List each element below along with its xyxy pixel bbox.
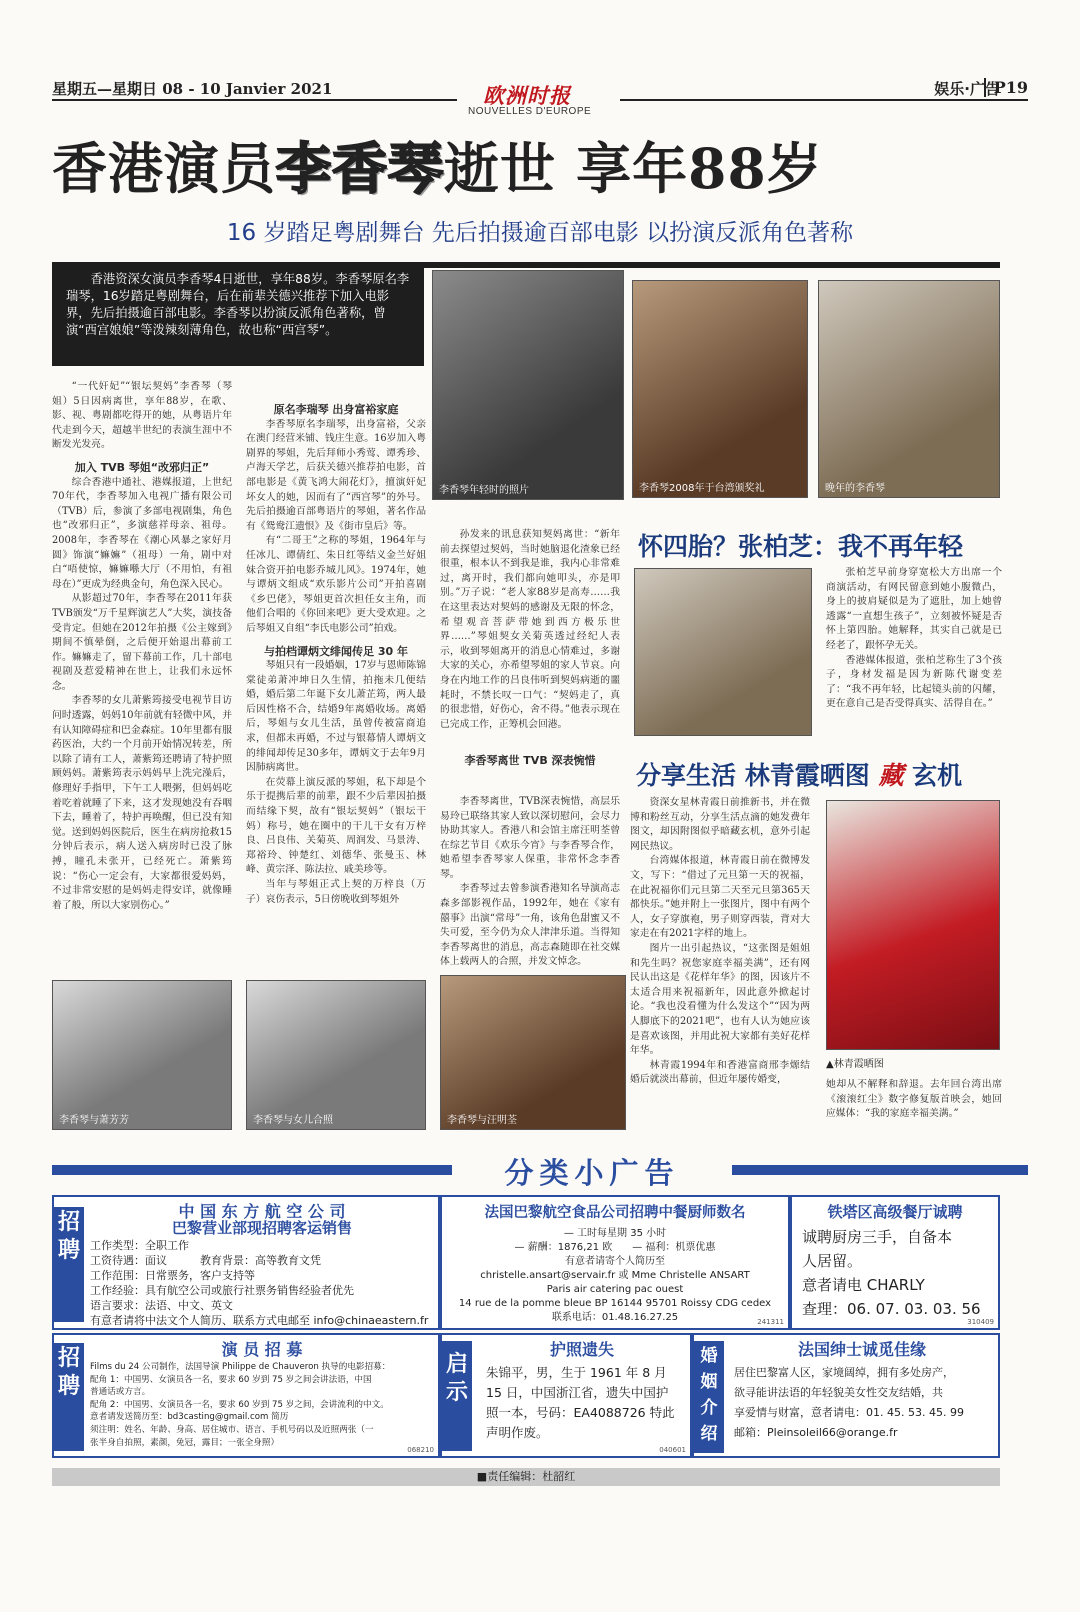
article-column-3 (440, 528, 620, 968)
paragraph: 李香琴过去曾参演香港知名导演高志森多部影视作品，1992年，她在《家有囍事》出演“常母”一角，该角色甜蜜又不失可爱，至今仍为众人津津乐道。当得知李香琴离世的消息，高志森随即在社交媒体上载两人的合照，并发文悼念。 (440, 883, 620, 968)
photo-lin-2021 (826, 800, 1000, 1050)
headline-lin-a: 分享生活 林青霞晒图 (636, 761, 870, 790)
photo-elderly-actress (818, 280, 1000, 498)
ad-code: 068210 (407, 1446, 434, 1454)
title-bar-right (732, 1165, 1028, 1175)
photo-caption: 李香琴2008年于台湾颁奖礼 (639, 483, 765, 494)
paragraph: 琴姐只有一段婚姻，17岁与恩师陈锦棠徒弟萧冲坤日久生情，拍拖未几便结婚，婚后第二年诞下女儿萧芷筠，两人最后因性格不合，结婚9年离婚收场。离婚后，琴姐与女儿生活，虽曾传被富商追求，但都未再婚，不过与银幕情人谭炳文的绯闻却传足30多年，谭炳文于去年9月因肺病离世。 (246, 660, 426, 774)
ad-title: 铁塔区高级餐厅诚聘 (827, 1203, 963, 1221)
ad-code: 241311 (757, 1318, 784, 1326)
photo-award-ceremony (632, 280, 808, 498)
ad-code: 040601 (659, 1446, 686, 1454)
ad-body: 诚聘厨房三手，自备本 人居留。 意者请电 CHARLY 查理：06. 07. 03. 03. 56 (802, 1228, 981, 1318)
ad-servair (440, 1195, 790, 1330)
photo-caption: 李香琴年轻时的照片 (439, 485, 529, 496)
title-bar-left (52, 1165, 452, 1175)
ad-title: 演 员 招 募 (221, 1340, 303, 1359)
ad-title: 法国绅士诚觅佳缘 (797, 1340, 926, 1359)
ad-tag: 启示 (442, 1341, 472, 1451)
article-column-1 (52, 380, 232, 972)
paragraph: 综合香港中通社、港媒报道，上世纪70年代，李香琴加入电视广播有限公司（TVB）后，参演了多部电视剧集，角色也“改邪归正”，多演慈祥母亲、祖母。2008年，李香琴在《潮心风暴之家好月圆》饰演“嫲嫲”（祖母）一角，剧中对白“唔使惊，嫲嫲喺大厅（不用怕，有祖母在）”更成为经典金句，角色深入民心。 (52, 476, 232, 590)
newspaper-logo: 欧洲时报 (483, 83, 571, 108)
headline-name: 李香琴 (276, 136, 445, 201)
paragraph: 孙发来的讯息获知契妈离世：“新年前去探望过契妈，当时她脑退化渣象已经很重，根本认不到我是谁，我内心非常难过，离开时，我们都向她叩头，亦是叩别。”万子说：“老人家88岁是高寿……我在这里表达对契妈的感谢及无限的怀念，希望观音菩萨带她到西方极乐世界……”琴姐契女关菊英透过经纪人表示，收到琴姐离开的消息心情难过，多谢大家的关心，亦希望琴姐的家人节哀。向身在内地工作的吕良伟听到契妈病逝的噩耗时，不禁长叹一口气：“契妈走了，真的很悲惜，好伤心，舍不得。”他表示现在已完成工作，正筹机会回港。 (440, 529, 620, 730)
article-column-2 (246, 395, 426, 973)
paragraph: 李香琴离世，TVB深表惋惜，高层乐易玲已联络其家人致以深切慰问，会尽力协助其家人。香港八和会馆主席汪明荃曾在综艺节目《欢乐今宵》与李香琴合作，她希望李香琴家人保重，非常怀念李香琴。 (440, 795, 620, 880)
subheadline: 16 岁踏足粤剧舞台 先后拍摄逾百部电影 以扮演反派角色著称 (226, 220, 854, 246)
photo-caption: 李香琴与萧芳芳 (59, 1115, 129, 1126)
ad-subtitle: 巴黎营业部现招聘客运销售 (171, 1219, 352, 1237)
paragraph: 李香琴的女儿萧紫筠接受电视节目访问时透露，妈妈10年前就有轻微中风，并有认知障碍症和巴金森症。10年里都有服药医治，大约一个月前开始情况转差，所以除了请有工人，萧紫筠还聘请了特护照顾妈妈。萧紫筠表示妈妈早上洗完澡后，修理好手指甲，下午工人喂粥，但妈妈吃着吃着就睡了下来，这才发现她没有吞咽下去，睡着了，特护再唤醒，但已没有知觉。送到妈妈医院后，医生在病房抢救15分钟后表示，病人送入病房时已没了脉搏，瞳孔未张开，已经死亡。萧紫筠说：“伤心一定会有，大家都很爱妈妈，不过非常安慰的是妈妈走得安详，就像睡着了般，所以大家别伤心。” (52, 695, 232, 911)
photo-caption: 晚年的李香琴 (825, 483, 885, 494)
paragraph: 张柏芝早前身穿宽松大方出席一个商演活动，有网民留意到她小腹微凸，身上的披肩疑似是为了遮肚，加上她曾透露“一直想生孩子”，立刻被怀疑是否怀上第四胎。她解释，其实自己就是已经老了，跟怀孕无关。 (826, 567, 1002, 651)
ad-body: 居住巴黎富人区，家境阔绰，拥有多处房产， 欲寻能讲法语的年轻貌美女性交友结婚，共 享爱情与财富，意者请电：01. 45. 53. 45. 99 邮箱：Pleinsoleil66@orange.fr (734, 1366, 964, 1439)
article-headline-lin (636, 756, 962, 792)
section-subheading: 加入 TVB 琴姐“改邪归正” (74, 460, 210, 474)
header-rule-left (52, 99, 457, 101)
ad-body: — 工时每星期 35 小时 — 薪酬：1876,21 欧 — 福利：机票优惠 有意者请寄个人简历至 christelle.ansart@servair.fr 或 Mme Christelle ANSART Paris air catering pac ouest 14 rue de la pomme bleue BP 16144 95701 Roissy CDG cedex 联系电话：01.48.16.27.25 (458, 1228, 772, 1323)
section-subheading: 原名李瑞琴 出身富裕家庭 (273, 403, 399, 416)
paragraph: 资深女星林青霞日前推新书，并在微博和粉丝互动，分享生活点滴的她发费年图文，却因附图似乎暗藏玄机，意外引起网民热议。 (630, 797, 810, 852)
ad-body: Films du 24 公司制作，法国导演 Philippe de Chauveron 执导的电影招募： 配角 1：中国男、女演员各一名，要求 60 岁到 75 岁之间会讲法语，中国 普通话或方言。 配角 2：中国男、女演员各一名，要求 60 岁到 75 岁之间，会讲流利的中文。 意者请发送简历至：bd3casting@gmail.com 简历 须注明：姓名、年龄、身高、居住城市、语言、手机号码以及近照两张（一 张半身自拍照，素颜，免冠，露目；一张全身照） (90, 1362, 391, 1448)
lead-paragraph: 香港资深女演员李香琴4日逝世，享年88岁。李香琴原名李瑞琴，16岁踏足粤剧舞台，后在前辈关德兴推荐下加入电影界，先后拍摄逾百部电影。李香琴以扮演反派角色著称，曾演“西宫娘娘”等泼辣刻薄角色，故也称“西宫琴”。 (52, 262, 424, 366)
headline-lin-c: 玄机 (912, 761, 963, 790)
ad-code: 310409 (967, 1318, 994, 1326)
paragraph: 图片一出引起热议，“这张图是姐姐和先生吗？祝您家庭幸福美满”，还有网民认出这是《花样年华》的图，因该片不太适合用来祝福新年，因此意外掀起讨论。“我也没看懂为什么发这个”“因为两人脚底下的2021吧”，也有人认为她应该是喜欢该图，并用此祝大家都有美好花样年华。 (630, 942, 810, 1057)
ad-lost-passport (440, 1333, 692, 1458)
article-zhang-body (826, 566, 1002, 742)
section-subheading: 与拍档谭炳文绯闻传足 30 年 (264, 644, 408, 658)
photo-zhang (634, 568, 812, 736)
photo-with-daughter (246, 980, 426, 1130)
photo-caption-lin: ▲林青霞晒图 (826, 1059, 884, 1070)
ad-title: 中 国 东 方 航 空 公 司 (178, 1202, 346, 1221)
ad-body: 工作类型：全职工作 工资待遇：面议 教育背景：高等教育文凭 工作范围：日常票务，客户支持等 工作经验：具有航空公司或旅行社票务销售经验者优先 语言要求：法语、中文、英文 有意者请将中法文个人简历、联系方式电邮至 info@chinaeastern.fr (90, 1239, 429, 1327)
photo-band-top (52, 262, 1000, 268)
section-subheading: 李香琴离世 TVB 深表惋惜 (464, 754, 596, 768)
headline (52, 125, 1028, 204)
classified-title: 分类小广告 (462, 1151, 722, 1192)
ad-body: 朱锦平，男，生于 1961 年 8 月 15 日，中国浙江省，遗失中国护 照一本，号码：EA4088726 特此 声明作废。 (486, 1365, 675, 1440)
photo-young-actress (432, 270, 624, 500)
ad-tag: 招聘 (54, 1343, 84, 1451)
photo-caption: 李香琴与女儿合照 (253, 1115, 333, 1126)
page-number: P19 (984, 78, 1028, 97)
paragraph: 在荧幕上演反派的琴姐，私下却是个乐于提携后辈的前辈，跟不少后辈因拍摄而结缘下契，故有“银坛契妈”（银坛干妈）称号，她在圈中的干儿干女有万梓良、吕良伟、关菊英、周润发、马景涛、郑裕玲、钟楚红、刘德华、张曼玉、林峰、黄宗泽、陈法拉、戚美珍等。 (246, 776, 426, 876)
paragraph: 台湾媒体报道，林青霞日前在微博发文，写下：“借过了元旦第一天的祝福，在此祝福你们元旦第二天至元旦第365天都快乐。”她并附上一张图片，图中有两个人，女子穿旗袍，男子则穿西装，背对大家走在有2021字样的地上。 (630, 855, 810, 940)
issue-date: 星期五—星期日 08 - 10 Janvier 2021 (52, 80, 333, 98)
photo-with-colleague (52, 980, 232, 1130)
section-label: 娱乐·广告 (934, 80, 1000, 98)
paragraph: 从影超过70年，李香琴在2011年获TVB颁发“万千星辉演艺人”大奖，演技备受肯定。但她在2012年拍摄《公主嫁到》期间不慎晕倒，之后便开始退出幕前工作。嫲嫲走了，留下幕前工作，几十部电视剧及惹爱精神在世上，让我们永远怀念。 (52, 593, 232, 692)
paragraph: “一代奸妃”“银坛契妈”李香琴（琴姐）5日因病离世，享年88岁，在歌、影、视、粤剧都吃得开的她，从粤语片年代走到今天，超越半世纪的表演生涯中不断发光发亮。 (52, 381, 232, 451)
article-headline-zhang: 怀四胎？张柏芝：我不再年轻 (638, 532, 964, 561)
headline-lin-b: 藏 (878, 761, 904, 790)
paragraph: 林青霞1994年和香港富商邢李㷧结婚后就淡出幕前，但近年屡传婚变， (630, 1059, 810, 1086)
ad-actor-casting (52, 1333, 440, 1458)
editor-credit: ■责任编辑：杜韶红 (52, 1468, 1000, 1486)
article-lin-body (630, 796, 810, 1126)
headline-part2: 逝世 享年88岁 (444, 136, 823, 201)
paragraph: 有“二哥王”之称的琴姐，1964年与任冰儿、谭倩红、朱日红等结义金兰好姐妹合资开拍电影乔城儿风》。1974年，她与谭炳文组成“欢乐影片公司”开拍喜剧《乡巴佬》，琴姐更首次担任女主角，而他们合唱的《你回来吧》更大受欢迎。之后琴姐又自组“李氏电影公司”拍戏。 (246, 535, 426, 634)
ad-title: 护照遗失 (549, 1340, 614, 1359)
newspaper-logo-french: NOUVELLES D'EUROPE (468, 106, 592, 117)
photo-tvb-show (440, 975, 626, 1130)
paragraph: 李香琴原名李瑞琴，出身富裕，父亲在澳门经营米铺、钱庄生意。16岁加入粤剧界的琴姐，先后拜师小秀莺、谭秀珍、卢海天学艺，后获关德兴推荐拍电影，首部电影是《黄飞鸿大闹花灯》，擅演奸妃坏女人的她，因而有了“西宫琴”的外号。先后拍摄逾百部粤语片的琴姐，著名作品有《鸳鸯江遗恨》及《街市皇后》等。 (246, 418, 426, 532)
ad-tag: 招聘 (54, 1207, 84, 1322)
ad-tag: 婚姻介绍 (694, 1341, 724, 1453)
headline-part1: 香港演员 (52, 136, 277, 201)
paragraph: 当年与琴姐正式上契的万梓良（万子）哀伤表示，5日傍晚收到琴姐外 (246, 879, 426, 905)
ad-tour-eiffel-restaurant (790, 1195, 1000, 1330)
ad-china-eastern (52, 1195, 440, 1330)
article-lin-tail: 她却从不解释和辞退。去年回台湾出席《滚滚红尘》数字修复版首映会，她回应媒体：“我的家庭幸福美满。” (826, 1079, 1002, 1120)
ad-matchmaking (692, 1333, 1000, 1458)
ad-title: 法国巴黎航空食品公司招聘中餐厨师数名 (484, 1205, 746, 1221)
header-rule-right (620, 99, 1028, 101)
photo-caption: 李香琴与汪明荃 (447, 1115, 517, 1126)
classified-title-bar (52, 1153, 1028, 1190)
paragraph: 香港媒体报道，张柏芝称生了3个孩子，身材发福是因为新陈代谢变差了：“我不再年轻，比起镜头前的闪耀，更在意自己是否受得真实、活得自在。” (826, 654, 1002, 710)
